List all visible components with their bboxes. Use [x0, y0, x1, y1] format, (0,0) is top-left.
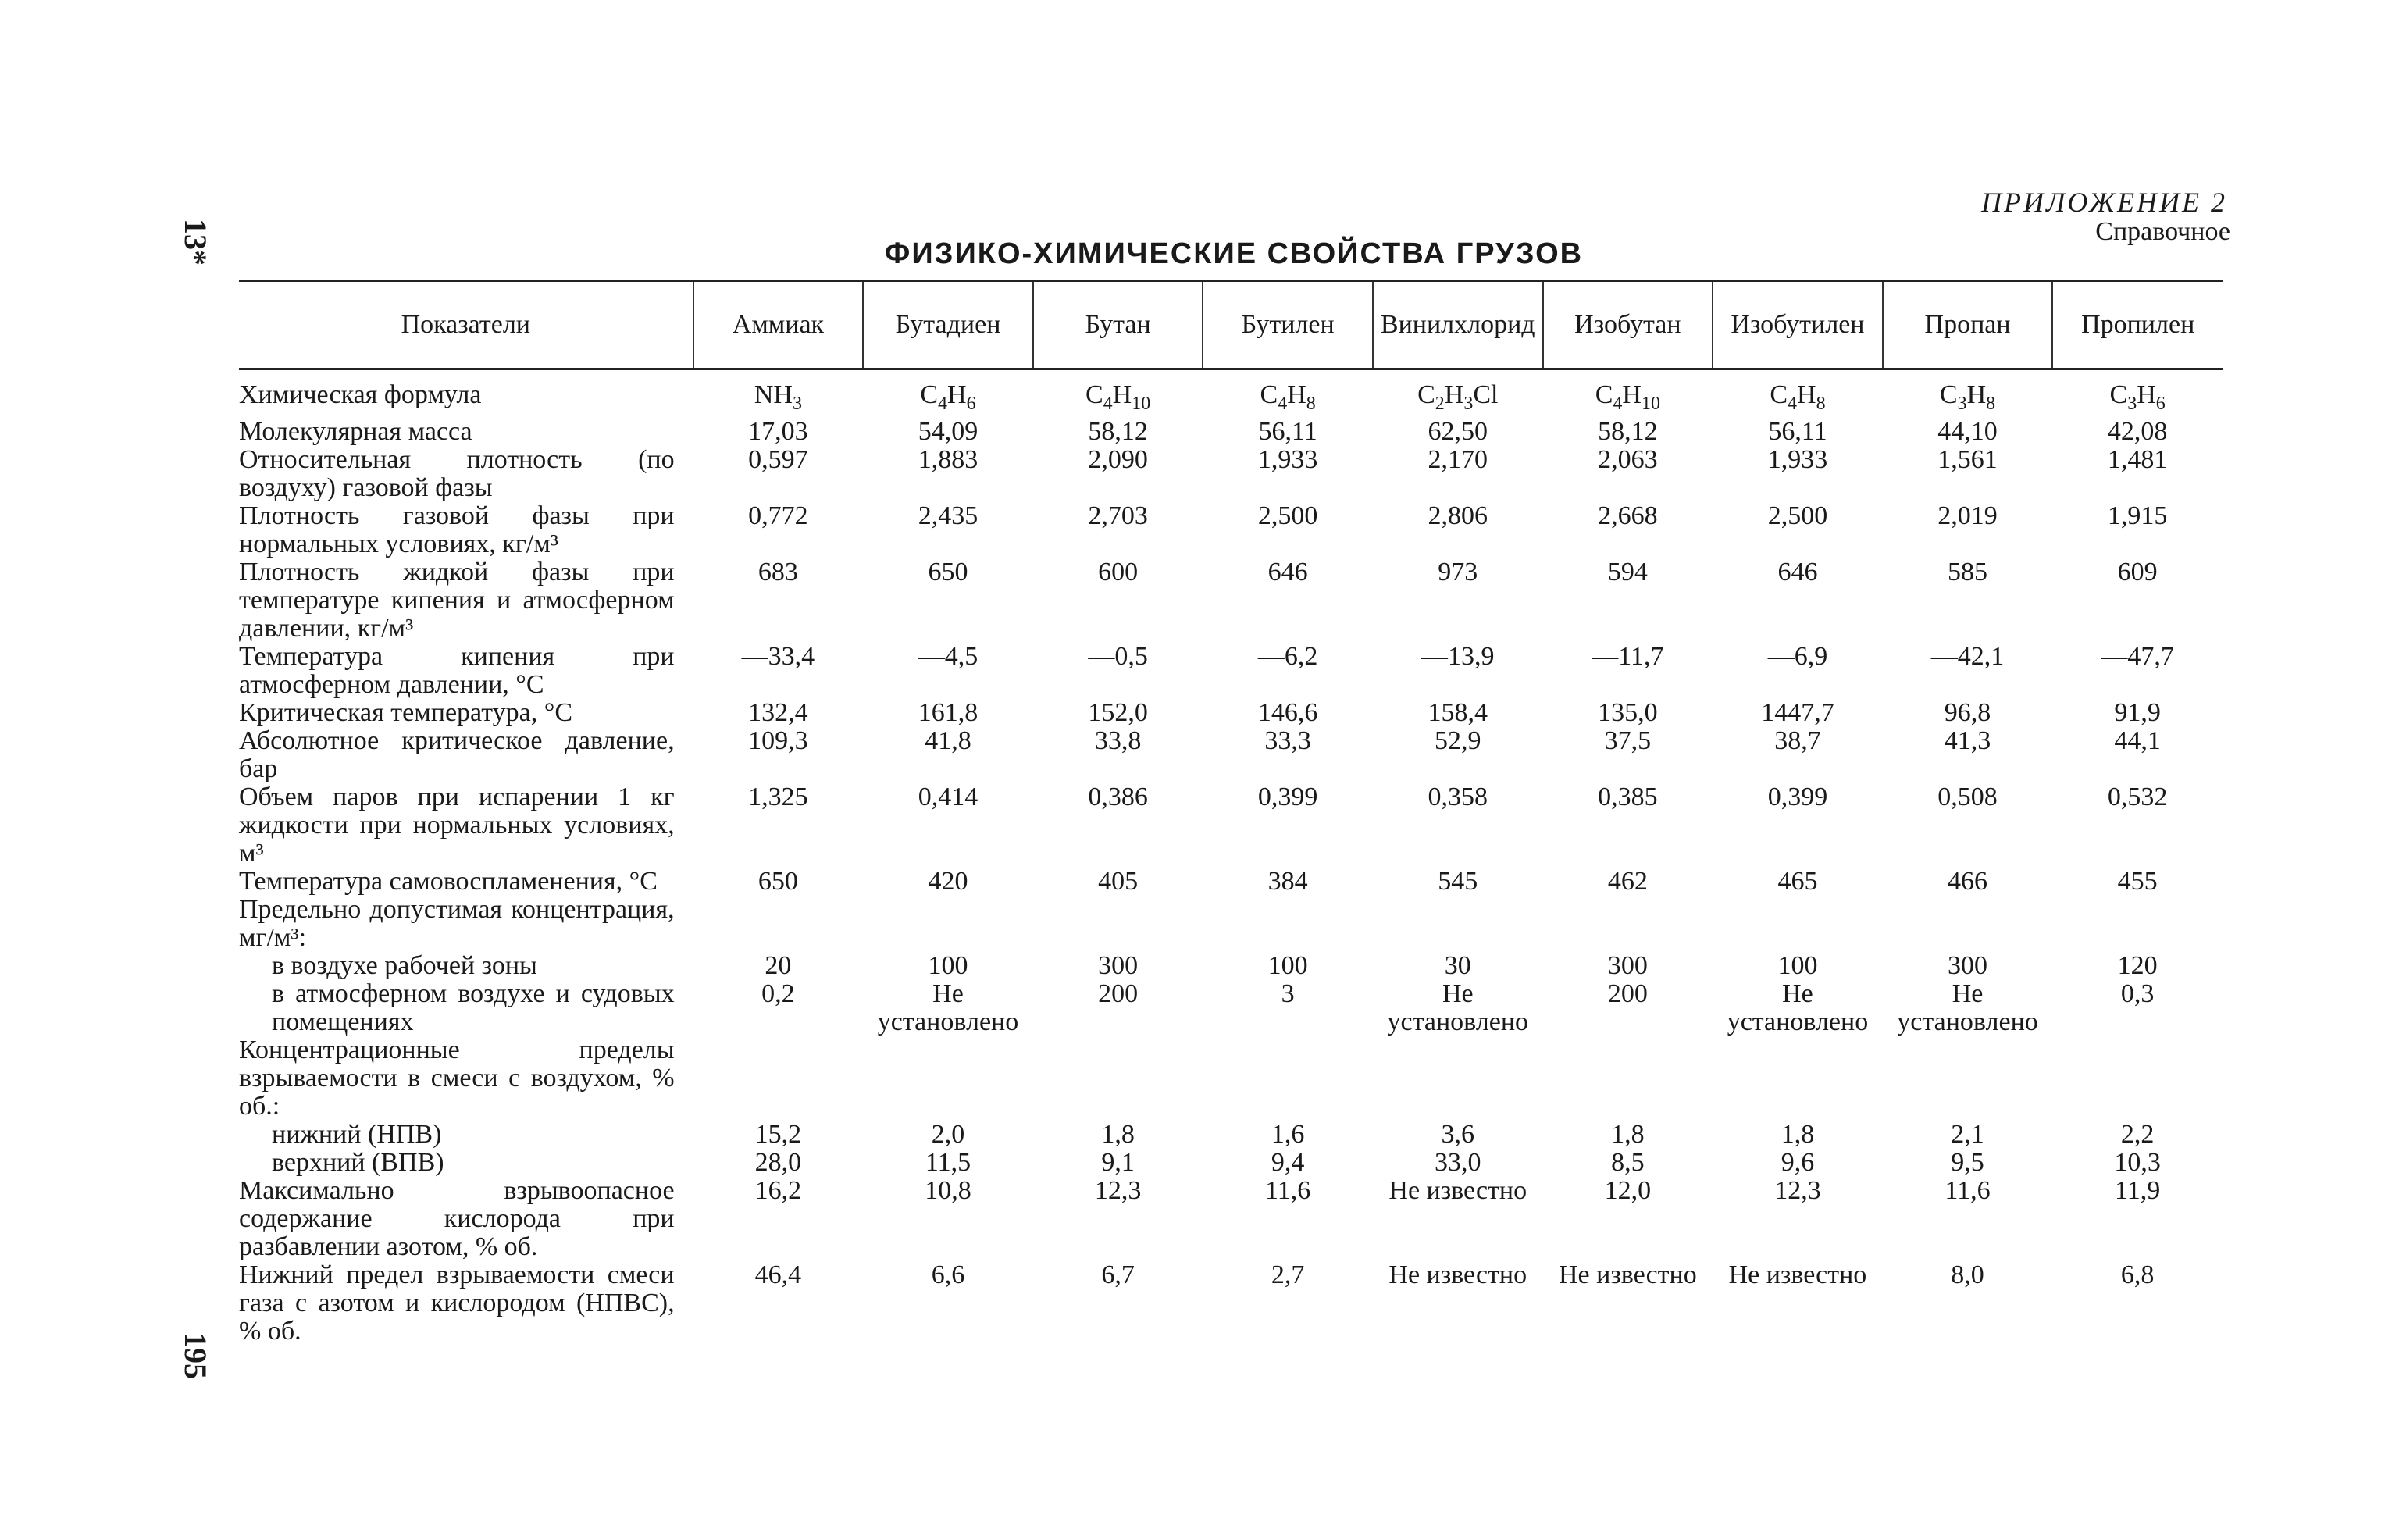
row-label: Критическая температура, °С	[239, 697, 573, 727]
table-cell: 44,10	[1937, 416, 1998, 446]
table-cell: —0,5	[1088, 641, 1148, 671]
table-cell: 0,399	[1767, 782, 1828, 811]
appendix-type: Справочное	[2095, 217, 2230, 246]
table-cell: 100	[928, 950, 968, 980]
table-cell: 384	[1267, 866, 1308, 896]
table-cell: 2,500	[1257, 501, 1318, 530]
table-row	[239, 446, 2223, 502]
table-cell: 15,2	[754, 1119, 802, 1149]
table-cell: 1,8	[1781, 1119, 1815, 1149]
header-propane: Пропан	[1883, 281, 2053, 369]
table-cell: 609	[2117, 557, 2158, 586]
table-cell: 12,0	[1604, 1175, 1652, 1205]
table-cell: 161,8	[918, 697, 978, 727]
table-cell: $C_4H_6$	[920, 380, 976, 414]
table-cell: 16,2	[754, 1175, 802, 1205]
table-cell: 38,7	[1774, 725, 1821, 755]
table-cell	[1033, 896, 1203, 952]
row-label: в воздухе рабочей зоны	[272, 950, 537, 980]
table-cell: Не установлено	[877, 979, 1019, 1036]
row-label: Химическая формула	[239, 380, 482, 409]
table-cell	[693, 896, 864, 952]
table-cell: 17,03	[748, 416, 808, 446]
table-cell: 62,50	[1428, 416, 1488, 446]
header-butane: Бутан	[1033, 281, 1203, 369]
table-cell: Не известно	[1388, 1175, 1527, 1205]
table-cell: 1,933	[1257, 444, 1318, 474]
table-cell: 6,8	[2120, 1260, 2155, 1289]
table-cell: 9,1	[1101, 1147, 1135, 1177]
table-cell: 650	[928, 557, 968, 586]
table-cell: 462	[1607, 866, 1648, 896]
table-cell: 33,3	[1264, 725, 1311, 755]
table-cell: —6,2	[1257, 641, 1318, 671]
table-cell: 11,9	[2115, 1175, 2161, 1205]
table-cell: 11,6	[1265, 1175, 1311, 1205]
properties-table	[239, 280, 2223, 1346]
table-cell: 30	[1444, 950, 1471, 980]
table-cell: 585	[1948, 557, 1988, 586]
header-butylene: Бутилен	[1203, 281, 1373, 369]
table-cell: 46,4	[754, 1260, 802, 1289]
table-cell: 200	[1098, 979, 1139, 1008]
table-cell: 158,4	[1428, 697, 1488, 727]
row-label: в атмосферном воздухе и судовых помещениях	[272, 979, 675, 1036]
table-row	[239, 952, 2223, 980]
table-cell: 96,8	[1944, 697, 1991, 727]
table-cell: 0,399	[1257, 782, 1318, 811]
table-cell: 2,500	[1767, 501, 1828, 530]
row-label: нижний (НПВ)	[272, 1119, 442, 1149]
table-cell: 420	[928, 866, 968, 896]
table-cell: $C_3H_8$	[1939, 380, 1996, 414]
table-cell: 1,883	[918, 444, 978, 474]
table-cell: 146,6	[1257, 697, 1318, 727]
table-cell: 300	[1948, 950, 1988, 980]
page-number-bottom: 195	[178, 1332, 213, 1379]
table-cell: 2,435	[918, 501, 978, 530]
table-cell: 1,915	[2107, 501, 2168, 530]
table-cell: 683	[757, 557, 798, 586]
table-row	[239, 643, 2223, 699]
table-cell: 300	[1607, 950, 1648, 980]
table-cell: 42,08	[2107, 416, 2168, 446]
table-cell: 11,6	[1945, 1175, 1991, 1205]
table-cell: 1,6	[1271, 1119, 1305, 1149]
table-cell: 10,8	[925, 1175, 971, 1205]
table-cell	[863, 896, 1033, 952]
table-cell: 9,5	[1951, 1147, 1984, 1177]
row-label: Плотность газовой фазы при нормальных условиях, кг/м³	[239, 501, 675, 558]
table-cell: Не установлено	[1897, 979, 2038, 1036]
table-cell: 2,0	[931, 1119, 965, 1149]
table-cell: 132,4	[748, 697, 808, 727]
table-row	[239, 1149, 2223, 1177]
table-cell: 0,508	[1937, 782, 1998, 811]
table-cell: 200	[1607, 979, 1648, 1008]
table-cell: 594	[1607, 557, 1648, 586]
table-cell: 973	[1438, 557, 1478, 586]
document-title: ФИЗИКО-ХИМИЧЕСКИЕ СВОЙСТВА ГРУЗОВ	[884, 237, 1584, 270]
row-label: Абсолютное критическое давление, бар	[239, 725, 675, 783]
table-cell: 56,11	[1258, 416, 1317, 446]
row-label: Температура кипения при атмосферном давлении, °С	[239, 641, 675, 699]
header-butadiene: Бутадиен	[863, 281, 1033, 369]
table-cell	[1883, 896, 2053, 952]
table-cell: 152,0	[1088, 697, 1148, 727]
table-cell: 1,933	[1767, 444, 1828, 474]
table-cell: $C_4H_{10}$	[1595, 380, 1660, 414]
table-cell	[1713, 896, 1883, 952]
table-cell: $NH_3$	[754, 380, 802, 414]
table-cell: 6,6	[931, 1260, 965, 1289]
table-cell: 2,090	[1088, 444, 1148, 474]
row-label: Относительная плотность (по воздуху) газовой фазы	[239, 444, 675, 502]
row-label: Молекулярная масса	[239, 416, 472, 446]
table-cell	[1543, 1036, 1713, 1121]
table-row	[239, 1036, 2223, 1121]
row-label: Объем паров при испарении 1 кг жидкости при нормальных условиях, м³	[239, 782, 675, 868]
table-cell: 9,4	[1271, 1147, 1305, 1177]
row-label: Максимально взрывоопасное содержание кислорода при разбавлении азотом, % об.	[239, 1175, 675, 1261]
table-cell: 33,8	[1094, 725, 1142, 755]
table-cell: 54,09	[918, 416, 978, 446]
table-row	[239, 558, 2223, 643]
table-row	[239, 1261, 2223, 1346]
table-cell: 600	[1098, 557, 1139, 586]
table-cell: 41,3	[1944, 725, 1991, 755]
header-propylene: Пропилен	[2052, 281, 2223, 369]
table-cell	[1203, 1036, 1373, 1121]
table-cell: 0,597	[748, 444, 808, 474]
table-cell: $C_3H_6$	[2109, 380, 2166, 414]
table-cell: Не установлено	[1727, 979, 1869, 1036]
table-cell: —42,1	[1930, 641, 2005, 671]
table-cell: —33,4	[741, 641, 815, 671]
table-cell: $C_4H_{10}$	[1085, 380, 1151, 414]
table-cell: 2,668	[1598, 501, 1658, 530]
table-cell: 2,806	[1428, 501, 1488, 530]
table-cell: —11,7	[1592, 641, 1664, 671]
table-cell: 11,5	[925, 1147, 971, 1177]
table-row	[239, 502, 2223, 558]
header-isobutylene: Изобутилен	[1713, 281, 1883, 369]
table-cell: —47,7	[2101, 641, 2174, 671]
table-cell: 58,12	[1598, 416, 1658, 446]
table-cell: 135,0	[1598, 697, 1658, 727]
table-cell: 0,385	[1598, 782, 1658, 811]
table-cell: 2,7	[1271, 1260, 1305, 1289]
appendix-label: ПРИЛОЖЕНИЕ 2	[1981, 187, 2227, 218]
table-cell: 1447,7	[1761, 697, 1834, 727]
table-cell	[693, 1036, 864, 1121]
table-cell: 10,3	[2114, 1147, 2161, 1177]
table-cell: 8,0	[1951, 1260, 1984, 1289]
table-cell: 3,6	[1441, 1119, 1475, 1149]
table-cell: Не известно	[1559, 1260, 1697, 1289]
table-cell: 2,1	[1951, 1119, 1984, 1149]
table-cell: $C_4H_8$	[1260, 380, 1316, 414]
table-cell: 100	[1777, 950, 1818, 980]
table-cell: 2,170	[1428, 444, 1488, 474]
row-label: верхний (ВПВ)	[272, 1147, 444, 1177]
table-cell	[1373, 1036, 1543, 1121]
table-row	[239, 868, 2223, 896]
table-cell: —13,9	[1421, 641, 1495, 671]
table-row	[239, 727, 2223, 783]
table-row	[239, 1177, 2223, 1261]
table-cell: 1,325	[748, 782, 808, 811]
table-cell: 8,5	[1611, 1147, 1645, 1177]
table-cell: 455	[2117, 866, 2158, 896]
table-row	[239, 418, 2223, 446]
table-cell: 2,019	[1937, 501, 1998, 530]
row-label: Плотность жидкой фазы при температуре кипения и атмосферном давлении, кг/м³	[239, 557, 675, 643]
table-row	[239, 369, 2223, 418]
table-cell: 1,8	[1611, 1119, 1645, 1149]
row-label: Предельно допустимая концентрация, мг/м³:	[239, 894, 675, 952]
table-cell: 33,0	[1435, 1147, 1481, 1177]
table-row	[239, 783, 2223, 868]
table-cell: 9,6	[1781, 1147, 1815, 1177]
table-cell: Не известно	[1728, 1260, 1867, 1289]
table-row	[239, 980, 2223, 1036]
table-cell: 41,8	[925, 725, 971, 755]
table-cell: 405	[1098, 866, 1139, 896]
table-cell: 0,772	[748, 501, 808, 530]
table-cell: 0,386	[1088, 782, 1148, 811]
table-cell: 37,5	[1604, 725, 1652, 755]
row-label: Концентрационные пределы взрываемости в смеси с воздухом, % об.:	[239, 1035, 675, 1121]
table-cell	[2052, 896, 2223, 952]
table-cell: 0,358	[1428, 782, 1488, 811]
table-cell: —6,9	[1767, 641, 1828, 671]
table-cell: 0,532	[2107, 782, 2168, 811]
table-cell: 646	[1267, 557, 1308, 586]
table-cell: 56,11	[1768, 416, 1827, 446]
table-cell: 52,9	[1435, 725, 1481, 755]
header-vinyl-chloride: Винилхлорид	[1373, 281, 1543, 369]
table-cell: 109,3	[748, 725, 808, 755]
table-row	[239, 699, 2223, 727]
table-cell: 44,1	[2114, 725, 2161, 755]
table-cell: —4,5	[918, 641, 978, 671]
table-cell	[1543, 896, 1713, 952]
table-cell: 466	[1948, 866, 1988, 896]
table-cell	[1373, 896, 1543, 952]
table-cell: 0,3	[2120, 979, 2155, 1008]
table-row	[239, 896, 2223, 952]
table-cell	[1203, 896, 1373, 952]
table-cell: 20	[765, 950, 792, 980]
table-cell: Не установлено	[1387, 979, 1529, 1036]
table-cell: 91,9	[2114, 697, 2161, 727]
table-cell	[1713, 1036, 1883, 1121]
table-cell: 12,3	[1094, 1175, 1142, 1205]
table-cell	[1883, 1036, 2053, 1121]
table-cell: Не известно	[1388, 1260, 1527, 1289]
header-ammonia: Аммиак	[693, 281, 864, 369]
table-cell: 0,2	[761, 979, 795, 1008]
table-cell: 28,0	[754, 1147, 802, 1177]
table-cell: 1,561	[1937, 444, 1998, 474]
table-cell	[863, 1036, 1033, 1121]
table-cell: 2,063	[1598, 444, 1658, 474]
header-isobutane: Изобутан	[1543, 281, 1713, 369]
table-cell	[2052, 1036, 2223, 1121]
table-header-row	[239, 281, 2223, 369]
table-cell: 1,8	[1101, 1119, 1135, 1149]
table-cell: 120	[2117, 950, 2158, 980]
table-cell: 300	[1098, 950, 1139, 980]
table-cell: 3	[1281, 979, 1295, 1008]
row-label: Нижний предел взрываемости смеси газа с азотом и кислородом (НПВС), % об.	[239, 1260, 675, 1346]
page-number-top: 13*	[178, 219, 213, 266]
table-cell: 58,12	[1088, 416, 1148, 446]
table-cell: 545	[1438, 866, 1478, 896]
table-cell: 12,3	[1774, 1175, 1821, 1205]
table-cell: 100	[1267, 950, 1308, 980]
header-parameter: Показатели	[239, 281, 693, 369]
table-cell: 650	[757, 866, 798, 896]
table-cell: $C_4H_8$	[1770, 380, 1826, 414]
table-cell: 465	[1777, 866, 1818, 896]
table-body	[239, 369, 2223, 1346]
table-cell: 1,481	[2107, 444, 2168, 474]
table-cell: 2,703	[1088, 501, 1148, 530]
table-row	[239, 1121, 2223, 1149]
table-cell: 646	[1777, 557, 1818, 586]
table-cell: 6,7	[1101, 1260, 1135, 1289]
table-cell	[1033, 1036, 1203, 1121]
table-cell: $C_2H_3Cl$	[1417, 380, 1499, 414]
table-cell: 0,414	[918, 782, 978, 811]
table-cell: 2,2	[2120, 1119, 2155, 1149]
row-label: Температура самовоспламенения, °С	[239, 866, 658, 896]
